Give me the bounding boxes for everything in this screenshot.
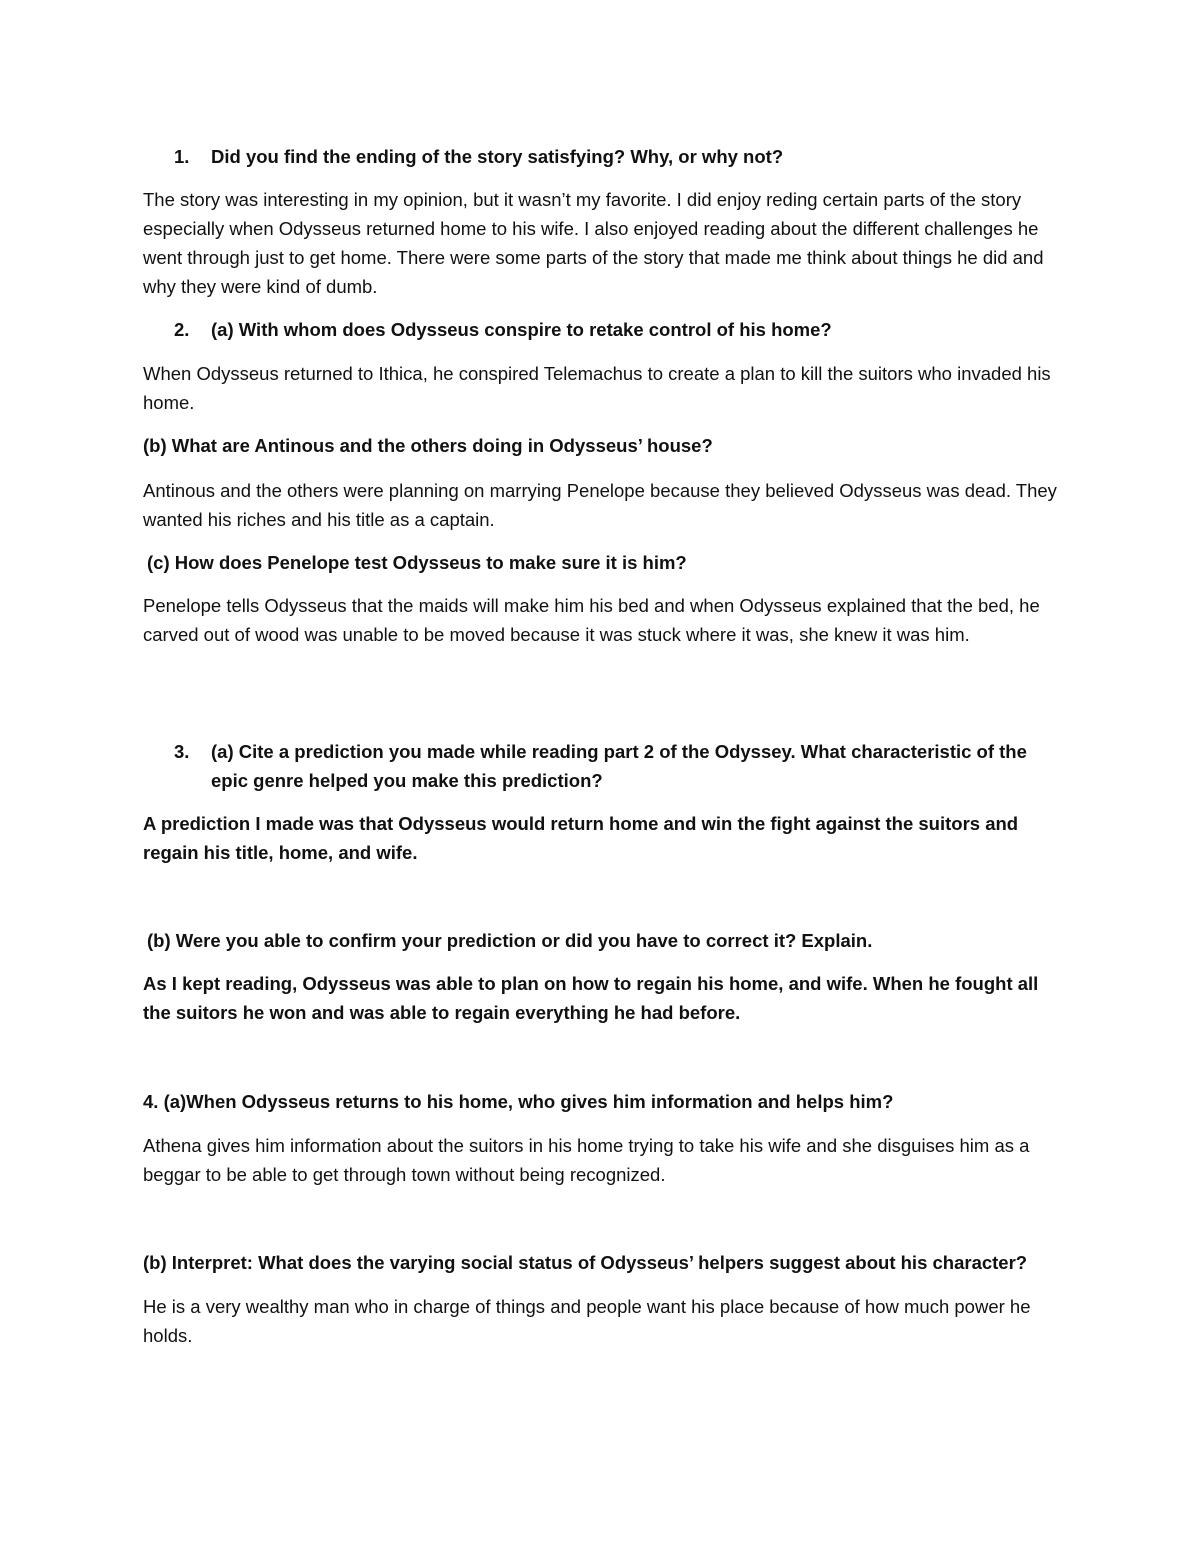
- question-2a-text: (a) With whom does Odysseus conspire to retake control of his home?: [211, 319, 832, 340]
- answer-3a-text: A prediction I made was that Odysseus would return home and win the fight against the suitors and regain his title, home, and wife.: [143, 813, 1019, 863]
- question-2b-text: (b) What are Antinous and the others doing in Odysseus’ house?: [143, 435, 713, 456]
- question-4b-text: (b) Interpret: What does the varying social status of Odysseus’ helpers suggest about his character?: [143, 1252, 1028, 1273]
- answer-1-text: The story was interesting in my opinion, but it wasn’t my favorite. I did enjoy reding certain parts of the story especially when Odysseus returned home to his wife. I also enjoyed reading about the different challenges he went through just to get home. There were some parts of the story that made me think about things he did and why they were kind of dumb.: [143, 189, 1044, 297]
- question-1-number: 1.: [174, 146, 190, 167]
- answer-2c-text: Penelope tells Odysseus that the maids will make him his bed and when Odysseus explained that the bed, he carved out of wood was unable to be moved because it was stuck where it was, she knew it was him.: [143, 595, 1040, 645]
- question-2c-text: (c) How does Penelope test Odysseus to make sure it is him?: [147, 552, 687, 573]
- answer-2a-text: When Odysseus returned to Ithica, he conspired Telemachus to create a plan to kill the suitors who invaded his home.: [143, 363, 1051, 413]
- question-1-text: Did you find the ending of the story satisfying? Why, or why not?: [211, 146, 784, 167]
- question-3-number: 3.: [174, 741, 190, 762]
- question-4a-text: 4. (a)When Odysseus returns to his home, who gives him information and helps him?: [143, 1091, 894, 1112]
- question-3b-text: (b) Were you able to confirm your prediction or did you have to correct it? Explain.: [147, 930, 873, 951]
- question-2-number: 2.: [174, 319, 190, 340]
- answer-2b-text: Antinous and the others were planning on marrying Penelope because they believed Odysseus was dead. They wanted his riches and his title as a captain.: [143, 480, 1057, 530]
- question-3a-text: (a) Cite a prediction you made while reading part 2 of the Odyssey. What characteristic of the epic genre helped you make this prediction?: [211, 741, 1027, 791]
- answer-4a-text: Athena gives him information about the suitors in his home trying to take his wife and she disguises him as a beggar to be able to get through town without being recognized.: [143, 1135, 1030, 1185]
- answer-3b-text: As I kept reading, Odysseus was able to plan on how to regain his home, and wife. When he fought all the suitors he won and was able to regain everything he had before.: [143, 973, 1039, 1023]
- answer-4b-text: He is a very wealthy man who in charge of things and people want his place because of how much power he holds.: [143, 1296, 1031, 1346]
